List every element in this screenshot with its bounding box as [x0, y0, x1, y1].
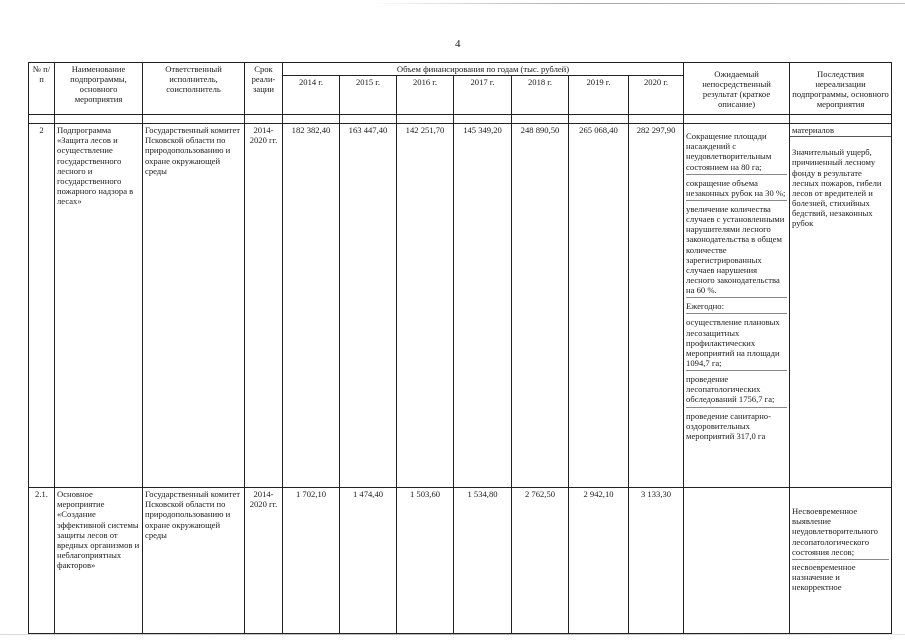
row-term: 2014-2020 гг.	[245, 124, 283, 488]
value-cell: 1 503,60	[397, 488, 454, 634]
header-year: 2016 г.	[397, 76, 454, 115]
value-cell: 265 068,40	[569, 124, 629, 488]
header-year: 2014 г.	[283, 76, 340, 115]
header-year: 2018 г.	[512, 76, 569, 115]
header-year: 2015 г.	[340, 76, 397, 115]
header-year: 2017 г.	[454, 76, 512, 115]
result-item: сокращение объема незаконных рубок на 30 %;	[686, 177, 787, 201]
value-cell: 282 297,90	[629, 124, 684, 488]
result-item: осуществление плановых лесозащитных профилактических мероприятий на площади 1094,7 га;	[686, 316, 787, 371]
row-responsible: Государственный комитет Псковской области по природопользованию и охране окружающей среды	[143, 124, 245, 488]
consequences-cell	[790, 488, 892, 634]
row-number: 2	[29, 124, 55, 488]
results-cell	[684, 124, 790, 488]
consequence-item: несвоевременное назначение и некорректное	[792, 561, 856, 593]
row-name: Подпрограмма «Защита лесов и осуществление государственного лесного и государственного пожарного надзора в лесах»	[55, 124, 143, 488]
table-row	[29, 488, 892, 634]
value-cell: 163 447,40	[340, 124, 397, 488]
result-item: проведение санитарно-оздоровительных мероприятий 317,0 га	[686, 410, 771, 441]
financing-table	[28, 62, 892, 634]
consequence-item: Значительный ущерб, причиненный лесному фонду в результате лесных пожаров, гибели лесов от вредителей и болезней, стихийных бедствий, незаконных рубок	[792, 147, 882, 229]
header-year: 2020 г.	[629, 76, 684, 115]
result-item: Ежегодно:	[686, 300, 787, 314]
row-term: 2014-2020 гг.	[245, 488, 283, 634]
consequence-fragment: материалов	[790, 125, 891, 137]
page-number: 4	[455, 38, 461, 50]
value-cell: 3 133,30	[629, 488, 684, 634]
value-cell: 2 762,50	[512, 488, 569, 634]
header-term: Срок реали-зации	[245, 63, 283, 115]
scan-artifact-bottom	[0, 634, 905, 635]
value-cell: 1 474,40	[340, 488, 397, 634]
table-row	[29, 124, 892, 488]
value-cell: 1 702,10	[283, 488, 340, 634]
consequence-item: Несвоевременное выявление неудовлетворительного лесопатологического состояния лесов;	[792, 506, 889, 560]
header-no: № п/п	[29, 63, 55, 115]
header-result: Ожидаемый непосредственный результат (краткое описание)	[684, 63, 790, 115]
header-consequences: Последствия нереализации подпрограммы, основного мероприятия	[790, 63, 892, 115]
value-cell: 248 890,50	[512, 124, 569, 488]
result-item: проведение лесопатологических обследований 1756,7 га;	[686, 373, 787, 407]
row-name: Основное мероприятие «Создание эффективной системы защиты лесов от вредных организмов и неблагоприятных факторов»	[55, 488, 143, 634]
row-responsible: Государственный комитет Псковской области по природопользованию и охране окружающей среды	[143, 488, 245, 634]
header-funding: Объем финансирования по годам (тыс. рублей)	[283, 63, 684, 76]
result-item: Сокращение площади насаждений с неудовлетворительным состоянием на 80 га;	[686, 130, 787, 175]
consequences-cell	[790, 124, 892, 488]
header-row-1	[29, 63, 892, 76]
spacer-row	[29, 115, 892, 124]
value-cell: 145 349,20	[454, 124, 512, 488]
results-cell	[684, 488, 790, 634]
row-number: 2.1.	[29, 488, 55, 634]
value-cell: 2 942,10	[569, 488, 629, 634]
scan-artifact-top	[370, 3, 905, 4]
result-item: увеличение количества случаев с установленными нарушителями лесного законодательства в общем количестве зарегистрированных случаев нарушения лесного законодательства на 60 %.	[686, 203, 787, 298]
value-cell: 1 534,80	[454, 488, 512, 634]
header-responsible: Ответственный исполнитель, соисполнитель	[143, 63, 245, 115]
header-name: Наименование подпрограммы, основного мероприятия	[55, 63, 143, 115]
value-cell: 182 382,40	[283, 124, 340, 488]
header-year: 2019 г.	[569, 76, 629, 115]
value-cell: 142 251,70	[397, 124, 454, 488]
